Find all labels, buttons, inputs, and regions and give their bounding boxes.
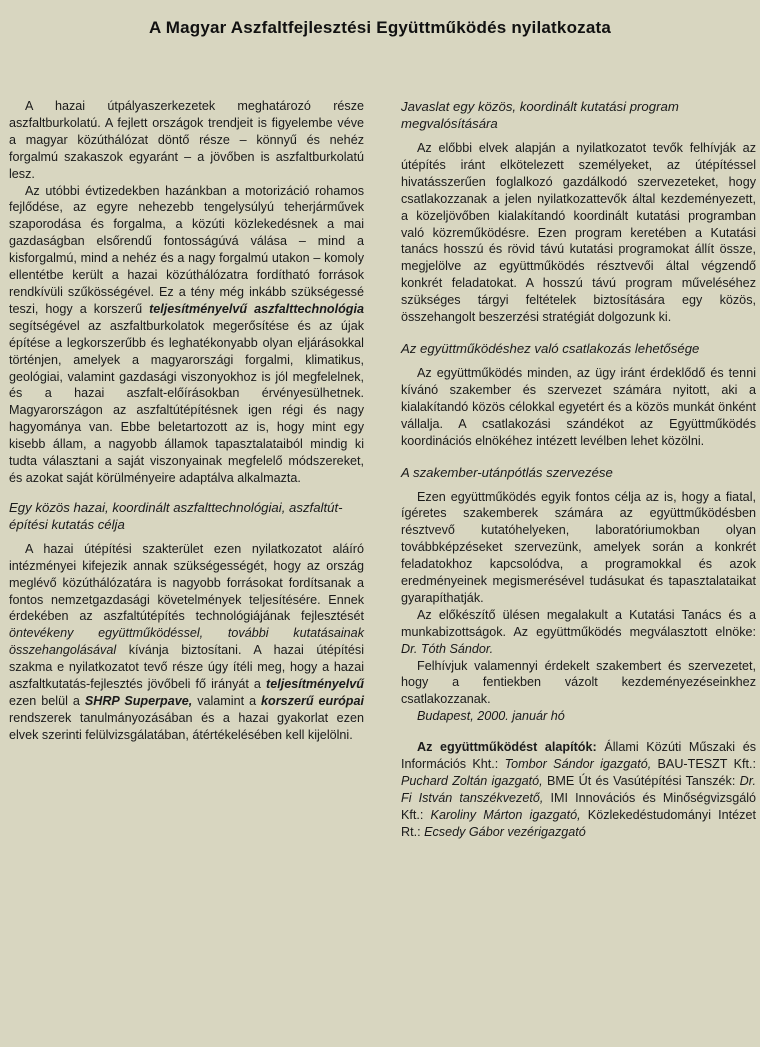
emphasis-text: teljesítményelvű aszfalttechnológia (149, 301, 364, 316)
joining-paragraph: Az együttműködés minden, az ügy iránt érdeklődő és tenni kívánó szakember és szervezet számára nyitott, aki a kialakítandó közös célokkal egyetért és a közös munkát önként vállalja. A csatlakozási szándékot az Együttműködés koordinációs elnökéhez intézett levélben lehet közölni. (401, 365, 756, 448)
emphasis-text: teljesítményelvű (266, 677, 364, 692)
left-column (9, 98, 364, 744)
founder-org: BAU-TESZT Kft.: (651, 757, 756, 772)
founders-paragraph (401, 739, 756, 840)
place-date-text: Budapest, 2000. január hó (417, 709, 565, 724)
program-paragraph: Az előbbi elvek alapján a nyilatkozatot tevők felhívják az útépítés iránt elkötelezett személyeket, az útépítéssel hivatásszerűen foglalkozó gazdálkodó szervezeteket, hogy csatlakozzanak a jelen nyilatkozattevők által kezdeményezett, a közeljövőben kialakítandó koordinált kutatási programban való közreműködésre. Ezen program keretében a Kutatási tanács hosszú és rövid távú kutatási programokat állít össze, megjelölve az együttműködés résztvevői által végzendő konkrét feladatokat. A hosszú távú program műveléséhez szükséges tárgyi feltételek biztosítására egy közös, összehangolt beszerzési stratégiát dolgozunk ki. (401, 141, 756, 325)
motorization-paragraph (9, 183, 364, 487)
founder-org: BME Út és Vasútépítési Tanszék: (542, 774, 740, 788)
council-paragraph (401, 607, 756, 658)
paragraph-text: kívánja biztosítani. A hazai útépítési szakma e nyilatkozatot tevő része úgy ítéli meg, hogy a hazai aszfaltkutatás-fejlesztés jövőbeli fő irányát a (9, 643, 364, 692)
section-heading-program: Javaslat egy közös, koordinált kutatási program megvalósítására (401, 99, 679, 131)
training-paragraph: Ezen együttműködés egyik fontos célja az is, hogy a fiatal, ígéretes szakemberek számára az együttműködésben résztvevő kutatóhelyeken, laboratóriumokban olyan továbbképzéseket szervezünk, amelyek során a konkrét feladatokhoz kapcsolódva, a programokkal és azok eredményeinek megismerésével tudásukat és tapasztalataikat gyarapíthatják. (401, 489, 756, 605)
research-goal-paragraph (9, 541, 364, 744)
paragraph-text: Az előkészítő ülésen megalakult a Kutatási Tanács és a munkabizottságok. Az együttműködés megválasztott elnöke: (401, 607, 756, 639)
emphasis-text: Dr. Tóth Sándor. (401, 641, 494, 656)
founder-person: Ecsedy Gábor vezérigazgató (424, 824, 586, 839)
paragraph-text: segítségével az aszfaltburkolatok megerősítése és az újak építése a legkorszerűbb és leghatékonyabb olyan eljárásokkal történjen, amelyek a magyarországi forgalmi, klimatikus, geológiai, valamint gazdasági viszonyokhoz is jól megfelelnek, és a hazai aszfalt-előírásokban érvényesülhetnek. Magyarországon az aszfaltútépítésnek igen régi és nagy hagyománya van. Ebbe beletartozott az is, hogy mint egy kisebb állam, a nagyobb államok tapasztalataiból mindig ki tudta választani a saját viszonyainak megfelelő módszereket, és azokat saját körülményeire adaptálva alkalmazta. (9, 318, 364, 485)
emphasis-text: öntevékeny együttműködéssel, további kutatásainak összehangolásával (9, 626, 364, 658)
page-title: A Magyar Aszfaltfejlesztési Együttműködés nyilatkozata (148, 18, 612, 37)
section-heading-training: A szakember-utánpótlás szervezése (401, 464, 613, 480)
founder-person: Karoliny Márton igazgató, (430, 807, 581, 822)
intro-paragraph: A hazai útpályaszerkezetek meghatározó része aszfaltburkolatú. A fejlett országok trendjeit is figyelembe véve a magyar közúthálózat döntő része – könnyű és nehéz forgalmú szakaszok egyaránt – a jövőben is aszfaltburkolatú lesz. (9, 99, 364, 181)
founder-person: Puchard Zoltán igazgató, (401, 774, 543, 788)
section-heading-research-goal: Egy közös hazai, koordinált aszfalttechnológiai, aszfaltút-építési kutatás célja (9, 499, 343, 532)
place-date (401, 708, 756, 725)
founder-person: Dr. Fi István tanszékvezető, (401, 774, 756, 805)
right-column (401, 98, 756, 841)
founder-person: Tombor Sándor igazgató, (504, 757, 652, 772)
founder-org: IMI Innovációs és Minőségvizsgáló Kft.: (401, 790, 756, 822)
emphasis-text: korszerű európai (261, 694, 364, 708)
section-heading-joining: Az együttműködéshez való csatlakozás lehetősége (401, 340, 700, 356)
paragraph-text: A hazai útépítési szakterület ezen nyilatkozatot aláíró intézményei kifejezik annak szükségességét, hogy az ország meglévő közúthálózatára is nagyobb forrásokat fordítsanak a fontos nemzetgazdasági követelmények teljesítésére. Ennek érdekében az aszfaltútépítés technológiájának fejlesztését (9, 541, 364, 624)
emphasis-text: SHRP Superpave, (84, 694, 193, 708)
appeal-paragraph: Felhívjuk valamennyi érdekelt szakembert és szervezetet, hogy a fentiekben vázolt kezdeményezéseinkhez csatlakozzanak. (401, 658, 756, 707)
paragraph-text: rendszerek tanulmányozásában és a hazai gyakorlat ezen elvek szerinti felülvizsgálatában, átértékelésében kell kijelölni. (9, 710, 364, 742)
founder-org: Állami Közúti Műszaki és Információs Kht.: (401, 740, 756, 772)
paragraph-text: Az utóbbi évtizedekben hazánkban a motorizáció rohamos fejlődése, az egyre nehezebb tengelysúlyú teherjárművek szaporodása és forgalma, a közúti közlekedésnek a mai gazdaságban elsőrendű fontosságúvá válása – mind a kisforgalmú, mind a nehéz és a nagy forgalmú utakon – komoly ellentétbe került a hazai közúthálózatra fordítható források rendkívüli szűkösségével. Ez a tény még inkább szükségessé teszi, hogy a korszerű (9, 183, 364, 316)
paragraph-text: valamint a (192, 694, 262, 708)
founder-org: Közlekedéstudományi Intézet Rt.: (401, 807, 756, 839)
paragraph-text: ezen belül a (9, 694, 85, 708)
founders-label: Az együttműködést alapítók: (417, 740, 597, 755)
